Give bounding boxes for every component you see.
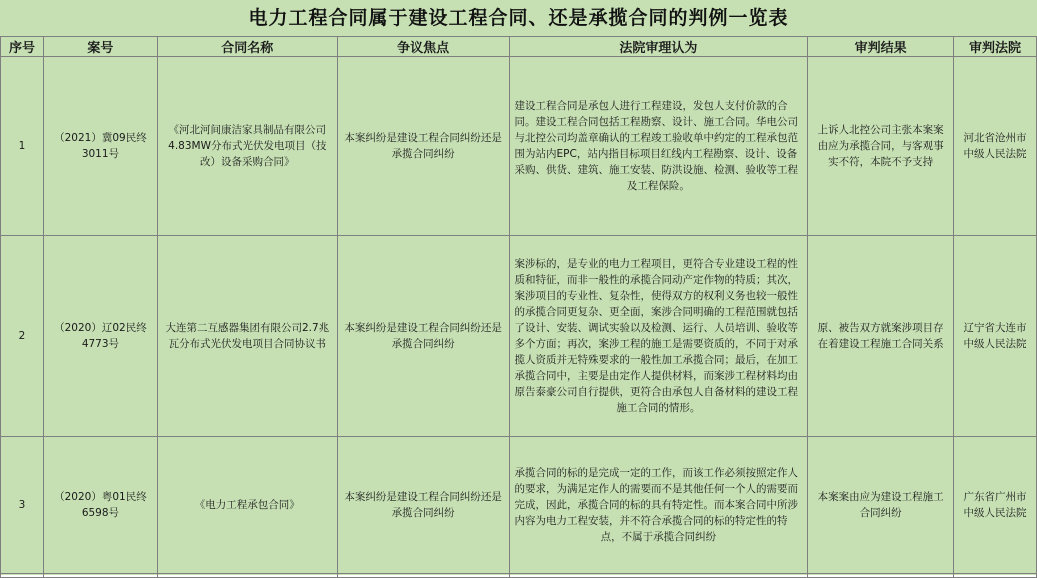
cell-contract[interactable]: 《河北河间康洁家具制品有限公司4.83MW分布式光伏发电项目（技改）设备采购合同》 (157, 57, 337, 236)
header-cell-contract[interactable]: 合同名称 (157, 37, 337, 57)
cell-no[interactable]: 3 (1, 437, 44, 574)
empty-cell[interactable] (808, 574, 954, 578)
empty-cell[interactable] (1, 574, 44, 578)
empty-cell[interactable] (954, 574, 1037, 578)
table-row (1, 236, 1037, 437)
cell-result[interactable]: 上诉人北控公司主张本案案由应为承揽合同，与客观事实不符，本院不予支持 (808, 57, 954, 236)
cell-case-no[interactable]: （2020）辽02民终4773号 (43, 236, 157, 437)
empty-cell[interactable] (509, 574, 808, 578)
cell-issue[interactable]: 本案纠纷是建设工程合同纠纷还是承揽合同纠纷 (337, 236, 509, 437)
sheet-title: 电力工程合同属于建设工程合同、还是承揽合同的判例一览表 (248, 7, 789, 29)
cell-reasoning[interactable]: 案涉标的，是专业的电力工程项目，更符合专业建设工程的性质和特征，而非一般性的承揽合同动产定作物的特质；其次，案涉项目的专业性、复杂性，使得双方的权利义务也较一般性的承揽合同更复杂、更全面，案涉合同明确的工程范围就包括了设计、安装、调试实验以及检测、运行、人员培训、验收等多个方面；再次，案涉工程的施工是需要资质的，不同于对承揽人资质并无特殊要求的一般性加工承揽合同；最后，在加工承揽合同中，主要是由定作人提供材料，而案涉工程材料均由原告泰豪公司自行提供，更符合由承包人自备材料的建设工程施工合同的情形。 (509, 236, 808, 437)
cell-court[interactable]: 河北省沧州市中级人民法院 (954, 57, 1037, 236)
case-table (0, 36, 1037, 578)
cell-issue[interactable]: 本案纠纷是建设工程合同纠纷还是承揽合同纠纷 (337, 57, 509, 236)
empty-cell[interactable] (43, 574, 157, 578)
table-row (1, 57, 1037, 236)
cell-case-no[interactable]: （2020）粤01民终6598号 (43, 437, 157, 574)
header-cell-case-no[interactable]: 案号 (43, 37, 157, 57)
cell-no[interactable]: 1 (1, 57, 44, 236)
header-row (1, 37, 1037, 57)
table-row-partial (1, 574, 1037, 578)
header-cell-court[interactable]: 审判法院 (954, 37, 1037, 57)
empty-cell[interactable] (157, 574, 337, 578)
cell-reasoning[interactable]: 承揽合同的标的是完成一定的工作，而该工作必须按照定作人的要求，为满足定作人的需要而不是其他任何一个人的需要而完成，因此，承揽合同的标的具有特定性。而本案合同中所涉内容为电力工程安装，并不符合承揽合同的标的特定性的特点，不属于承揽合同纠纷 (509, 437, 808, 574)
header-cell-reasoning[interactable]: 法院审理认为 (509, 37, 808, 57)
cell-result[interactable]: 本案案由应为建设工程施工合同纠纷 (808, 437, 954, 574)
cell-court[interactable]: 广东省广州市中级人民法院 (954, 437, 1037, 574)
cell-issue[interactable]: 本案纠纷是建设工程合同纠纷还是承揽合同纠纷 (337, 437, 509, 574)
cell-no[interactable]: 2 (1, 236, 44, 437)
header-cell-result[interactable]: 审判结果 (808, 37, 954, 57)
table-row (1, 437, 1037, 574)
cell-case-no[interactable]: （2021）冀09民终3011号 (43, 57, 157, 236)
empty-cell[interactable] (337, 574, 509, 578)
header-cell-no[interactable]: 序号 (1, 37, 44, 57)
cell-contract[interactable]: 大连第二互感器集团有限公司2.7兆瓦分布式光伏发电项目合同协议书 (157, 236, 337, 437)
cell-contract[interactable]: 《电力工程承包合同》 (157, 437, 337, 574)
cell-reasoning[interactable]: 建设工程合同是承包人进行工程建设，发包人支付价款的合同。建设工程合同包括工程勘察、设计、施工合同。华电公司与北控公司均盖章确认的工程竣工验收单中约定的工程承包范围为站内EPC，站内指目标项目红线内工程勘察、设计、设备采购、供货、建筑、施工安装、防洪设施、检测、验收等工程及工程保险。 (509, 57, 808, 236)
cell-result[interactable]: 原、被告双方就案涉项目存在着建设工程施工合同关系 (808, 236, 954, 437)
cell-court[interactable]: 辽宁省大连市中级人民法院 (954, 236, 1037, 437)
header-cell-issue[interactable]: 争议焦点 (337, 37, 509, 57)
